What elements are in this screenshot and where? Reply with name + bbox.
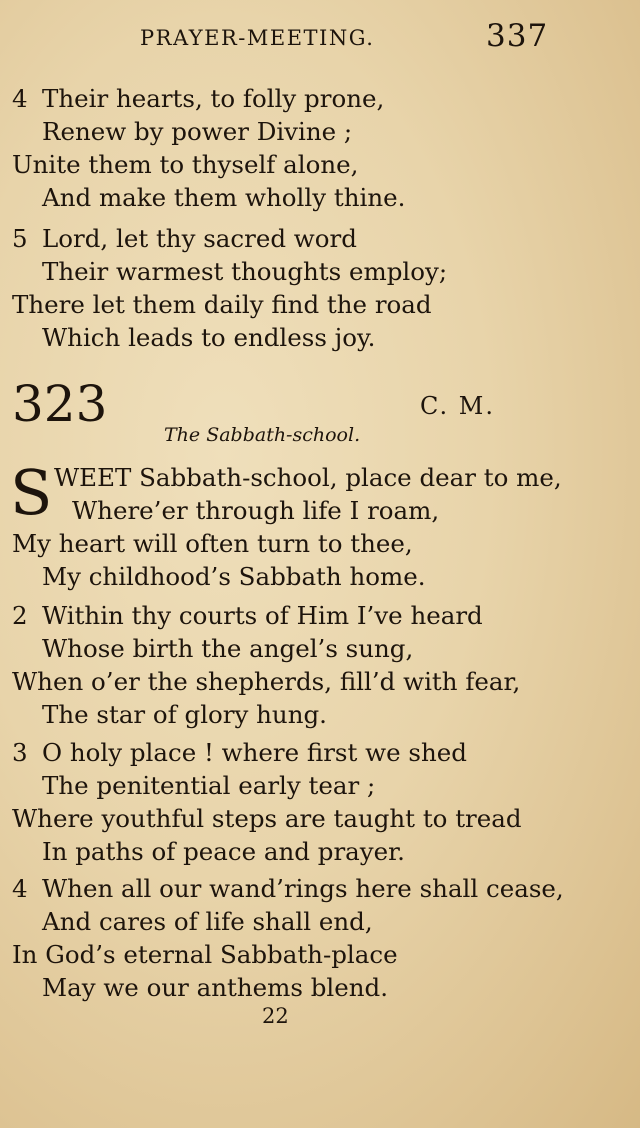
stanza-line: WEET Sabbath-school, place dear to me,: [54, 463, 562, 492]
stanza-line: Whose birth the angel’s sung,: [42, 634, 414, 663]
stanza-line: My heart will often turn to thee,: [12, 529, 413, 558]
stanza-line: Where’er through life I roam,: [72, 496, 440, 525]
stanza-line: Unite them to thyself alone,: [12, 150, 359, 179]
stanza-line: In God’s eternal Sabbath-place: [12, 940, 398, 969]
stanza-line: In paths of peace and prayer.: [42, 837, 405, 866]
verse-number: 3: [12, 738, 28, 767]
verse-number: 4: [12, 84, 28, 113]
page-number: 337: [486, 18, 549, 54]
verse-number: 2: [12, 601, 28, 630]
stanza-line: There let them daily find the road: [12, 290, 432, 319]
stanza-line: Where youthful steps are taught to tread: [12, 804, 522, 833]
stanza-line: 5 Lord, let thy sacred word: [12, 224, 357, 253]
verse-number: 5: [12, 224, 28, 253]
stanza-line: My childhood’s Sabbath home.: [42, 562, 426, 591]
stanza-line: The star of glory hung.: [42, 700, 327, 729]
stanza-line: The penitential early tear ;: [42, 771, 376, 800]
stanza-line: 3 O holy place ! where first we shed: [12, 738, 467, 767]
hymn-number: 323: [12, 375, 108, 433]
stanza-line: May we our anthems blend.: [42, 973, 388, 1002]
drop-cap: S: [10, 456, 53, 529]
stanza-line: Their warmest thoughts employ;: [42, 257, 448, 286]
verse-number: 4: [12, 874, 28, 903]
signature-mark: 22: [262, 1004, 289, 1028]
stanza-line: 4 When all our wand’rings here shall cease,: [12, 874, 564, 903]
running-header: PRAYER-MEETING.: [140, 26, 375, 50]
stanza-line: When o’er the shepherds, fill’d with fear,: [12, 667, 521, 696]
stanza-line: Renew by power Divine ;: [42, 117, 353, 146]
stanza-line: And make them wholly thine.: [42, 183, 406, 212]
stanza-line: And cares of life shall end,: [42, 907, 373, 936]
hymn-meter: C. M.: [420, 392, 495, 420]
stanza-line: 4 Their hearts, to folly prone,: [12, 84, 385, 113]
stanza-line: 2 Within thy courts of Him I’ve heard: [12, 601, 483, 630]
hymn-title: The Sabbath-school.: [164, 424, 361, 446]
stanza-line: Which leads to endless joy.: [42, 323, 376, 352]
